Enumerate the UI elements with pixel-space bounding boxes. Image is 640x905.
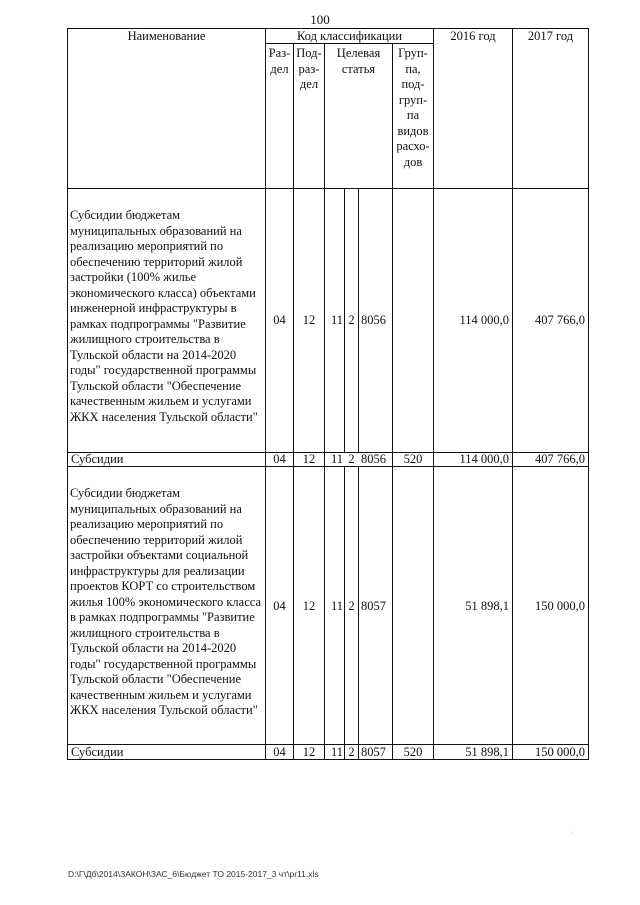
header-year-2017: 2017 год — [527, 29, 574, 43]
row-3-name — [70, 486, 265, 719]
header-section-line: Раз- — [268, 46, 291, 60]
row-3-section: 04 — [273, 598, 286, 613]
scan-speck: · — [571, 830, 573, 836]
header-target — [325, 46, 392, 77]
row-3-group — [393, 598, 433, 614]
page-number: 100 — [310, 12, 330, 27]
row-2-value-2017: 407 766,0 — [535, 453, 585, 466]
row-1-value-2016: 114 000,0 — [459, 312, 509, 327]
row-1-name-line: ЖКХ населения Тульской области" — [70, 409, 258, 424]
row-4-target-code: 8057 — [361, 745, 386, 759]
header-subsection-line: дел — [299, 77, 319, 91]
row-1-name — [70, 208, 265, 425]
header-subsection-line: Под- — [296, 46, 322, 60]
row-1-name-line: обеспечению территорий жилой — [70, 254, 243, 269]
row-3-name-line: качественным жильем и услугами — [70, 687, 252, 702]
row-2-target-subprogram: 2 — [348, 453, 355, 466]
row-4-name: Субсидии — [71, 745, 124, 759]
row-4-target-program: 11 — [330, 745, 343, 759]
row-4-section: 04 — [273, 745, 286, 759]
row-1-target-program: 11 — [330, 312, 343, 327]
row-3-name-line: обеспечению территорий жилой — [70, 532, 243, 547]
header-target-line: Целевая — [336, 46, 381, 60]
row-3-name-line: Субсидии бюджетам — [70, 486, 181, 500]
row-1-name-line: Субсидии бюджетам — [70, 208, 181, 222]
row-2-target-program: 11 — [330, 453, 343, 466]
row-1-name-line: Тульской области на 2014-2020 — [70, 347, 237, 362]
row-3-name-line: инфраструктуры для реализации — [70, 563, 245, 578]
header-section-line: дел — [270, 61, 289, 76]
header-group-line: под- — [401, 77, 425, 91]
row-1-subsection: 12 — [302, 312, 316, 327]
header-group-line: Груп- — [398, 46, 428, 60]
header-name: Наименование — [127, 29, 206, 43]
row-1-value-2017: 407 766,0 — [535, 312, 585, 327]
row-1-group — [393, 312, 433, 328]
header-group-line: па, — [405, 61, 421, 76]
row-3-name-line: муниципальных образований на — [70, 501, 242, 516]
row-4-target-subprogram: 2 — [348, 745, 355, 759]
row-1-name-line: застройки (100% жилье — [70, 270, 196, 284]
header-group-line: видов — [397, 123, 429, 138]
row-1-name-line: реализацию мероприятий по — [70, 239, 224, 253]
row-3-name-line: Тульской области "Обеспечение — [70, 672, 242, 686]
row-4-subsection: 12 — [302, 745, 316, 759]
header-section — [266, 46, 293, 77]
row-3-name-line: Тульской области на 2014-2020 — [70, 641, 237, 655]
row-2-name: Субсидии — [71, 453, 124, 466]
row-3-target-code: 8057 — [361, 598, 386, 613]
row-1-name-line: качественным жильем и услугами — [70, 394, 252, 408]
row-3-name-line: реализацию мероприятий по — [70, 517, 224, 531]
row-1-name-line: экономического класса) объектами — [70, 285, 256, 300]
row-1-name-line: рамках подпрограммы "Развитие — [70, 316, 246, 331]
row-4-value-2017: 150 000,0 — [535, 745, 585, 759]
row-2-subsection: 12 — [302, 453, 316, 466]
header-subsection — [294, 46, 324, 93]
row-2-target-code: 8056 — [361, 453, 386, 466]
header-target-line: статья — [341, 61, 376, 76]
row-2-value-2016: 114 000,0 — [459, 453, 509, 466]
row-3-value-2016: 51 898,1 — [465, 598, 509, 613]
header-year-2016: 2016 год — [450, 29, 496, 43]
row-3-target-subprogram: 2 — [348, 598, 355, 613]
row-3-target-program: 11 — [330, 598, 343, 613]
row-3-subsection: 12 — [302, 598, 316, 613]
header-subsection-line: раз- — [298, 61, 320, 76]
row-1-name-line: инженерной инфраструктуры в — [70, 301, 237, 315]
row-1-target-subprogram: 2 — [348, 312, 355, 327]
row-1-target-code: 8056 — [361, 312, 386, 327]
header-group-line: груп- — [398, 92, 428, 107]
header-classification: Код классификации — [296, 29, 403, 43]
row-2-group: 520 — [403, 453, 423, 466]
row-2-section: 04 — [273, 453, 286, 466]
header-group-line: па — [406, 108, 420, 122]
row-3-name-line: годы" государственной программы — [70, 656, 257, 671]
row-4-value-2016: 51 898,1 — [465, 745, 509, 759]
row-3-name-line: жилья 100% экономического класса — [70, 594, 262, 609]
row-3-name-line: застройки объектами социальной — [70, 548, 249, 562]
row-1-section: 04 — [273, 312, 286, 327]
header-group — [393, 46, 433, 170]
row-4-group: 520 — [403, 745, 423, 759]
row-1-name-line: Тульской области "Обеспечение — [70, 378, 242, 393]
header-group-line: дов — [403, 154, 423, 169]
row-3-name-line: жилищного строительства в — [70, 625, 220, 640]
row-1-name-line: жилищного строительства в — [70, 332, 220, 346]
row-3-name-line: проектов КОРТ со строительством — [70, 579, 256, 593]
row-1-name-line: годы" государственной программы — [70, 363, 257, 377]
row-3-name-line: ЖКХ населения Тульской области" — [70, 703, 258, 717]
header-group-line: расхо- — [396, 139, 430, 153]
row-3-name-line: в рамках подпрограммы "Развитие — [70, 610, 255, 624]
row-3-value-2017: 150 000,0 — [535, 598, 585, 613]
footer-file-path: D:\Г\Дб\2014\ЗАКОН\ЗАС_6\Бюджет ТО 2015-2017_3 чт\pr11.xls — [68, 869, 319, 879]
row-1-name-line: муниципальных образований на — [70, 223, 242, 238]
